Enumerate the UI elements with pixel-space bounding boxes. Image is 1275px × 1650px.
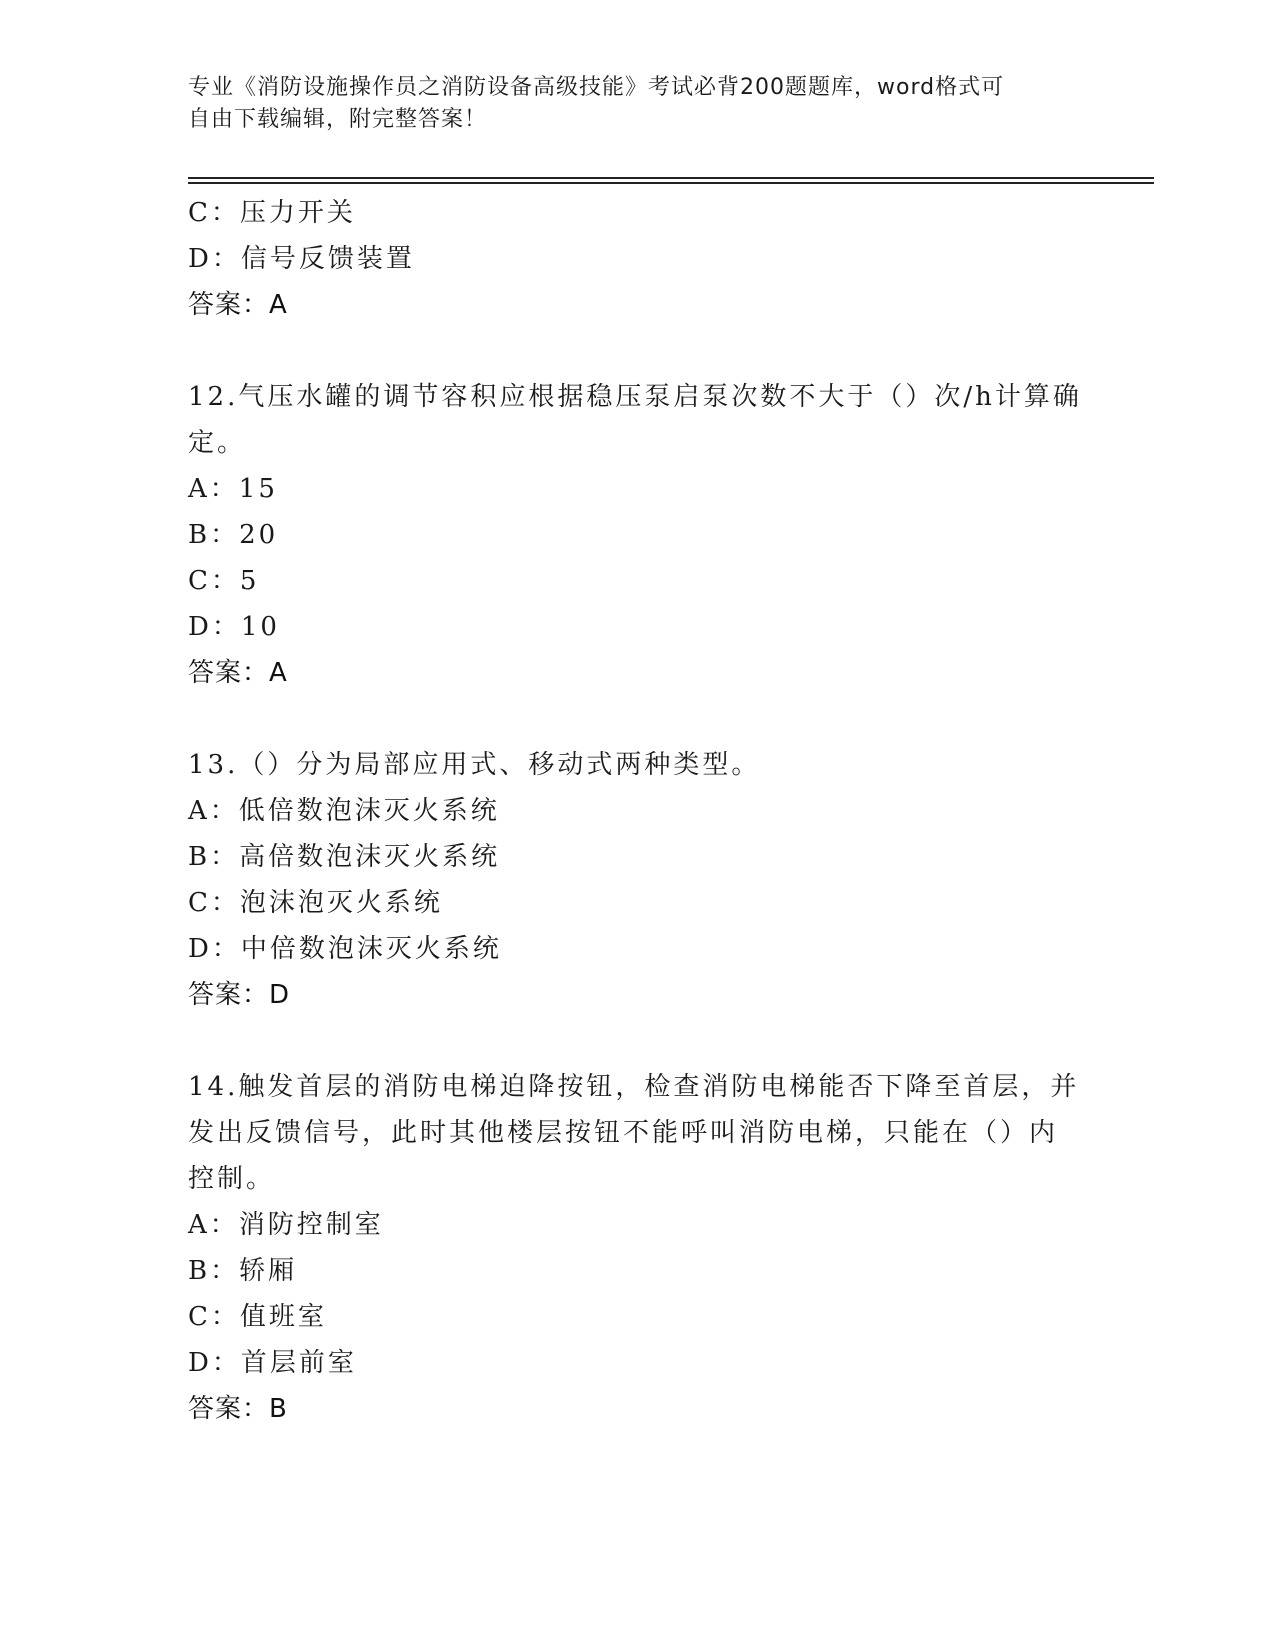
option-b: B：高倍数泡沫灭火系统 (188, 842, 501, 872)
option-d: D：中倍数泡沫灭火系统 (188, 934, 502, 964)
option-a: A：15 (188, 474, 278, 504)
question-stem: 14.触发首层的消防电梯迫降按钮，检查消防电梯能否下降至首层，并 (188, 1072, 1080, 1102)
option-a: A：低倍数泡沫灭火系统 (188, 796, 500, 826)
option-c: C：压力开关 (188, 198, 356, 228)
answer: 答案：A (188, 290, 288, 320)
option-c: C：泡沫泡灭火系统 (188, 888, 443, 918)
question-stem: 13.（）分为局部应用式、移动式两种类型。 (188, 750, 761, 780)
question-12 (188, 374, 1088, 696)
question-stem-continued: 发出反馈信号，此时其他楼层按钮不能呼叫消防电梯，只能在（）内 (188, 1118, 1059, 1148)
option-b: B：轿厢 (188, 1256, 298, 1286)
option-d: D：首层前室 (188, 1348, 357, 1378)
header-divider-bottom (188, 182, 1154, 184)
answer: 答案：D (188, 980, 291, 1010)
header-line-2: 自由下载编辑，附完整答案！ (188, 107, 488, 132)
option-d: D：10 (188, 612, 280, 642)
option-b: B：20 (188, 520, 279, 550)
spacer (188, 328, 1088, 374)
question-list (188, 190, 1088, 1432)
option-c: C：5 (188, 566, 260, 596)
spacer (188, 1018, 1088, 1064)
document-header (188, 72, 1068, 136)
question-14 (188, 1064, 1088, 1432)
question-11 (188, 190, 1088, 328)
header-divider-top (188, 177, 1154, 179)
question-stem-continued: 定。 (188, 428, 247, 458)
header-line-1: 专业《消防设施操作员之消防设备高级技能》考试必背200题题库，word格式可 (188, 75, 1005, 100)
spacer (188, 696, 1088, 742)
question-stem-continued: 控制。 (188, 1164, 276, 1194)
question-13 (188, 742, 1088, 1018)
question-stem: 12.气压水罐的调节容积应根据稳压泵启泵次数不大于（）次/h计算确 (188, 382, 1082, 412)
option-d: D：信号反馈装置 (188, 244, 415, 274)
option-a: A：消防控制室 (188, 1210, 384, 1240)
option-c: C：值班室 (188, 1302, 327, 1332)
answer: 答案：A (188, 658, 288, 688)
answer: 答案：B (188, 1394, 288, 1424)
